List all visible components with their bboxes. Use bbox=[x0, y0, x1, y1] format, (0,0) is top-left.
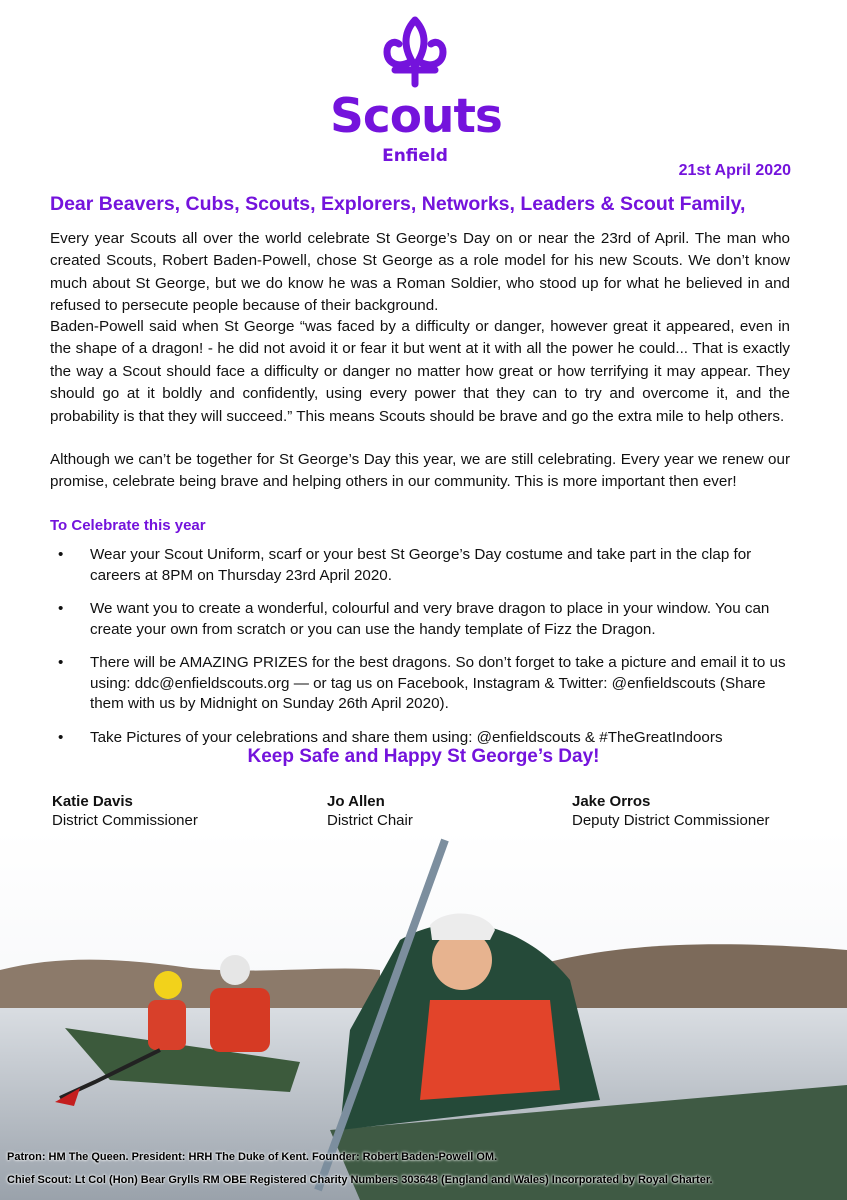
paddler bbox=[210, 988, 270, 1052]
body-paragraph: Every year Scouts all over the world celebrate St George’s Day on or near the 23rd of April. The man who created Scouts, Robert Baden-Powell, chose St George as a role model for his new Scouts. We don’t know much about St George, but we do know he was a Roman Soldier, who stood up for what he believed in and refused to persecute people because of their background. bbox=[50, 230, 790, 315]
signatory-role: District Chair bbox=[327, 812, 413, 829]
bullet-icon: • bbox=[58, 600, 64, 617]
letter-date: 21st April 2020 bbox=[678, 162, 791, 179]
signatory-name: Jake Orros bbox=[572, 793, 651, 810]
logo-district: Enfield bbox=[382, 146, 448, 166]
list-item-text: We want you to create a wonderful, colourful and very brave dragon to place in your window. You can create your own from scratch or you can use the handy template of Fizz the Dragon. bbox=[90, 600, 770, 638]
list-item bbox=[50, 728, 792, 749]
bullet-icon: • bbox=[58, 654, 64, 671]
signatory bbox=[327, 792, 413, 830]
list-item bbox=[50, 599, 792, 640]
signatory bbox=[52, 792, 198, 830]
list-item bbox=[50, 653, 792, 715]
canoeing-photo bbox=[0, 830, 847, 1200]
body-paragraph: Although we can’t be together for St George’s Day this year, we are still celebrating. Every year we renew our promise, celebrate being brave and helping others in our community. This is more important then ever! bbox=[50, 451, 790, 491]
list-item-text: Wear your Scout Uniform, scarf or your best St George’s Day costume and take part in the clap for careers at 8PM on Thursday 23rd April 2020. bbox=[90, 546, 752, 584]
signatory-role: District Commissioner bbox=[52, 812, 198, 829]
scouts-logo bbox=[330, 14, 500, 166]
section-heading: To Celebrate this year bbox=[50, 517, 206, 534]
signatory bbox=[572, 792, 770, 830]
bullet-icon: • bbox=[58, 728, 64, 746]
closing-message: Keep Safe and Happy St George’s Day! bbox=[247, 746, 600, 767]
paddler bbox=[148, 1000, 186, 1050]
signatory-name: Jo Allen bbox=[327, 793, 385, 810]
signatory-name: Katie Davis bbox=[52, 793, 133, 810]
body-paragraph: Baden-Powell said when St George “was faced by a difficulty or danger, however great it appeared, even in the shape of a dragon! - he did not avoid it or fear it but went at it with all the power he could... That is exactly the way a Scout should face a difficulty or danger no matter how great or how terrifying it may appear. They should go at it boldly and confidently, using every power that they can to try and overcome it, and the probability is that they will succeed.” This means Scouts should be brave and go the extra mile to help others. bbox=[50, 318, 790, 425]
paddler bbox=[154, 971, 182, 999]
signatory-role: Deputy District Commissioner bbox=[572, 812, 770, 829]
celebration-list bbox=[50, 545, 792, 761]
list-item-text: There will be AMAZING PRIZES for the best dragons. So don’t forget to take a picture and email it to us using: ddc@enfieldscouts.org — or tag us on Facebook, Instagram & Twitter: @enfieldscouts (Share them with us by Midnight on Sunday 26th April 2020). bbox=[90, 654, 786, 712]
footer-charity: Chief Scout: Lt Col (Hon) Bear Grylls RM OBE Registered Charity Numbers 303648 (England and Wales) Incorporated by Royal Charter. bbox=[7, 1174, 713, 1186]
logo-wordmark: Scouts bbox=[330, 89, 502, 144]
fleur-de-lis-icon bbox=[377, 14, 453, 90]
footer-patron: Patron: HM The Queen. President: HRH The Duke of Kent. Founder: Robert Baden-Powell OM. bbox=[7, 1151, 498, 1163]
list-item bbox=[50, 545, 792, 586]
letter-greeting: Dear Beavers, Cubs, Scouts, Explorers, Networks, Leaders & Scout Family, bbox=[50, 193, 746, 215]
paddler bbox=[220, 955, 250, 985]
bullet-icon: • bbox=[58, 546, 64, 563]
list-item-text: Take Pictures of your celebrations and share them using: @enfieldscouts & #TheGreatIndoors bbox=[90, 728, 723, 746]
